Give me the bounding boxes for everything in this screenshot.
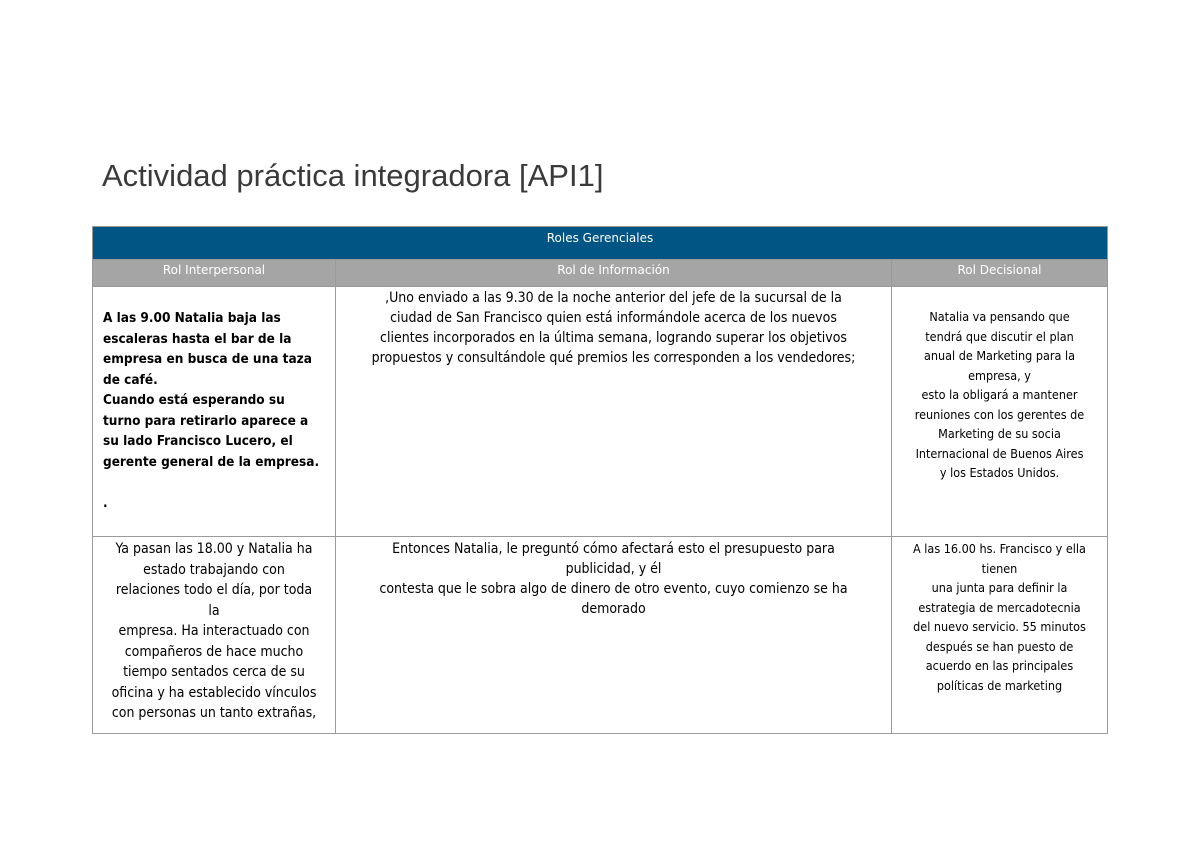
table-row [93, 287, 1108, 537]
column-header-interpersonal: Rol Interpersonal [93, 260, 336, 287]
table-cell-interpersonal: Ya pasan las 18.00 y Natalia ha estado trabajando con relaciones todo el día, por toda la empresa. Ha interactuado con compañeros de hace mucho tiempo sentados cerca de su oficina y ha establecido vínculos con personas un tanto extrañas, [93, 537, 336, 734]
table-cell-informacion: ,Uno enviado a las 9.30 de la noche anterior del jefe de la sucursal de la ciudad de San Francisco quien está informándole acerca de los nuevos clientes incorporados en la última semana, logrando superar los objetivos propuestos y consultándole qué premios les corresponden a los vendedores; [336, 287, 892, 537]
column-header-informacion: Rol de Información [336, 260, 892, 287]
table-cell-informacion: Entonces Natalia, le preguntó cómo afectará esto el presupuesto para publicidad, y él contesta que le sobra algo de dinero de otro evento, cuyo comienzo se ha demorado [336, 537, 892, 734]
table-cell-decisional: A las 16.00 hs. Francisco y ella tienen una junta para definir la estrategia de mercadotecnia del nuevo servicio. 55 minutos después se han puesto de acuerdo en las principales políticas de marketing [892, 537, 1108, 734]
table-cell-interpersonal: A las 9.00 Natalia baja las escaleras hasta el bar de la empresa en busca de una taza de café. Cuando está esperando su turno para retirarlo aparece a su lado Francisco Lucero, el gerente general de la empresa. . [93, 287, 336, 537]
roles-table [92, 226, 1108, 734]
table-main-header-row [93, 227, 1108, 260]
column-header-decisional: Rol Decisional [892, 260, 1108, 287]
table-main-header: Roles Gerenciales [93, 227, 1108, 260]
document-title: Actividad práctica integradora [API1] [102, 158, 604, 193]
table-cell-decisional: Natalia va pensando que tendrá que discutir el plan anual de Marketing para la empresa, y esto la obligará a mantener reuniones con los gerentes de Marketing de su socia Internacional de Buenos Aires y los Estados Unidos. [892, 287, 1108, 537]
table-row [93, 537, 1108, 734]
table-column-header-row [93, 260, 1108, 287]
